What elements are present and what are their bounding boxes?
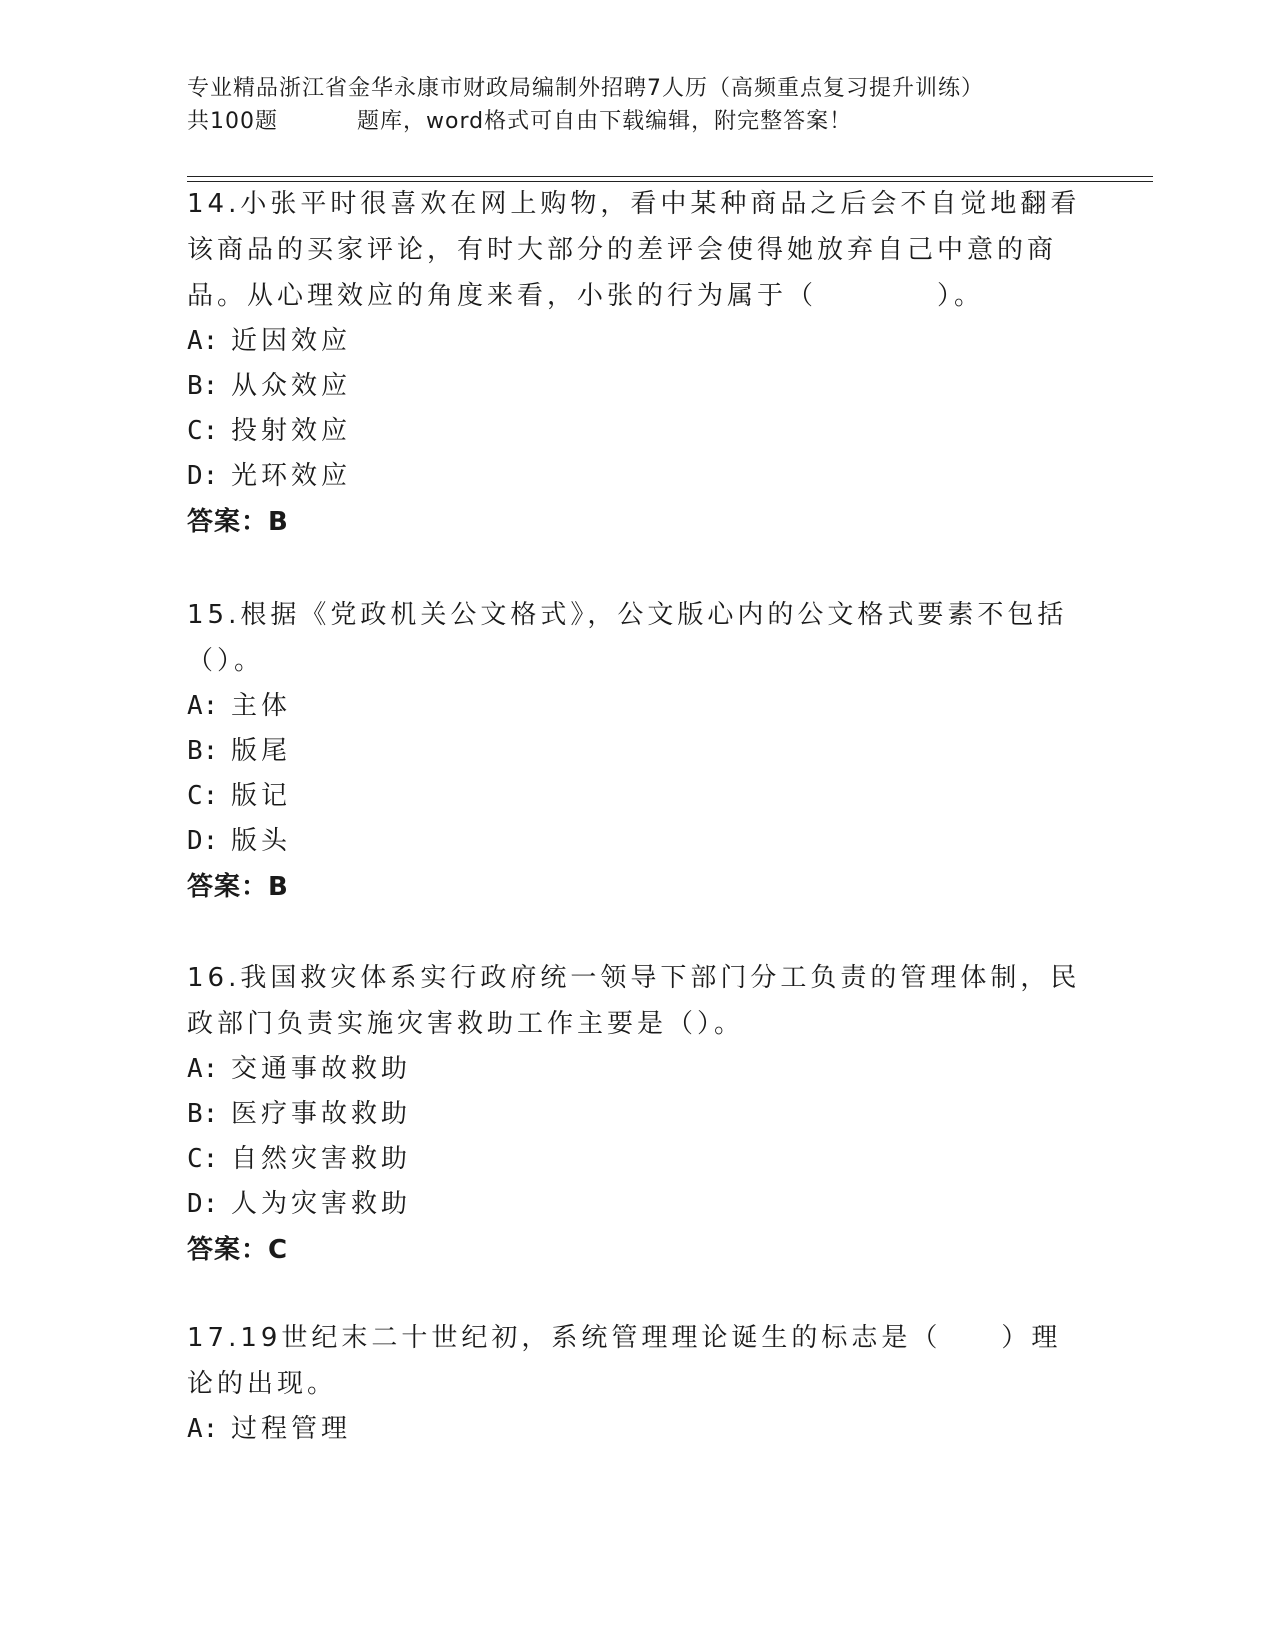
question-16 <box>187 955 1087 1273</box>
option-c <box>187 774 1087 819</box>
option-text: 版头 <box>231 826 292 856</box>
option-text: 医疗事故救助 <box>231 1099 412 1129</box>
option-text: 从众效应 <box>231 371 352 401</box>
option-c <box>187 409 1087 454</box>
option-key: C: <box>187 781 219 811</box>
option-key: D: <box>187 461 219 491</box>
option-key: C: <box>187 416 219 446</box>
answer-line: 答案：B <box>187 872 289 902</box>
header-title: 专业精品浙江省金华永康市财政局编制外招聘7人历（高频重点复习提升训练） <box>187 76 984 101</box>
option-a <box>187 1047 1087 1092</box>
question-count: 共100题 <box>187 109 278 134</box>
option-key: D: <box>187 1189 219 1219</box>
option-text: 人为灾害救助 <box>231 1189 412 1219</box>
option-key: D: <box>187 826 219 856</box>
option-a <box>187 1407 1087 1452</box>
option-text: 过程管理 <box>231 1414 352 1444</box>
option-key: A: <box>187 1054 219 1084</box>
option-text: 版尾 <box>231 736 292 766</box>
option-d <box>187 819 1087 864</box>
option-d <box>187 454 1087 499</box>
question-stem: 16.我国救灾体系实行政府统一领导下部门分工负责的管理体制，民政部门负责实施灾害救助工作主要是（）。 <box>187 963 1081 1039</box>
option-key: B: <box>187 1099 219 1129</box>
option-b <box>187 364 1087 409</box>
option-key: A: <box>187 326 219 356</box>
option-text: 交通事故救助 <box>231 1054 412 1084</box>
header-divider-top <box>187 176 1153 177</box>
option-text: 近因效应 <box>231 326 352 356</box>
header-subtitle <box>187 105 1087 138</box>
option-a <box>187 319 1087 364</box>
document-header <box>187 72 1087 138</box>
option-key: C: <box>187 1144 219 1174</box>
option-text: 版记 <box>231 781 292 811</box>
option-text: 自然灾害救助 <box>231 1144 412 1174</box>
question-17 <box>187 1315 1087 1452</box>
option-key: B: <box>187 371 219 401</box>
option-a <box>187 684 1087 729</box>
option-key: B: <box>187 736 219 766</box>
question-15 <box>187 592 1087 910</box>
question-stem: 15.根据《党政机关公文格式》，公文版心内的公文格式要素不包括（）。 <box>187 600 1068 676</box>
option-b <box>187 729 1087 774</box>
option-d <box>187 1182 1087 1227</box>
answer-line: 答案：C <box>187 1235 289 1265</box>
answer-line: 答案：B <box>187 507 289 537</box>
option-text: 主体 <box>231 691 292 721</box>
header-description: 题库，word格式可自由下载编辑，附完整答案！ <box>357 109 853 134</box>
option-key: A: <box>187 691 219 721</box>
option-text: 投射效应 <box>231 416 352 446</box>
question-stem: 14.小张平时很喜欢在网上购物，看中某种商品之后会不自觉地翻看该商品的买家评论，有时大部分的差评会使得她放弃自己中意的商品。从心理效应的角度来看，小张的行为属于（ ）。 <box>187 189 1081 311</box>
option-b <box>187 1092 1087 1137</box>
option-c <box>187 1137 1087 1182</box>
option-key: A: <box>187 1414 219 1444</box>
option-text: 光环效应 <box>231 461 352 491</box>
question-14 <box>187 181 1087 545</box>
question-stem: 17.19世纪末二十世纪初，系统管理理论诞生的标志是（ ）理论的出现。 <box>187 1323 1062 1399</box>
